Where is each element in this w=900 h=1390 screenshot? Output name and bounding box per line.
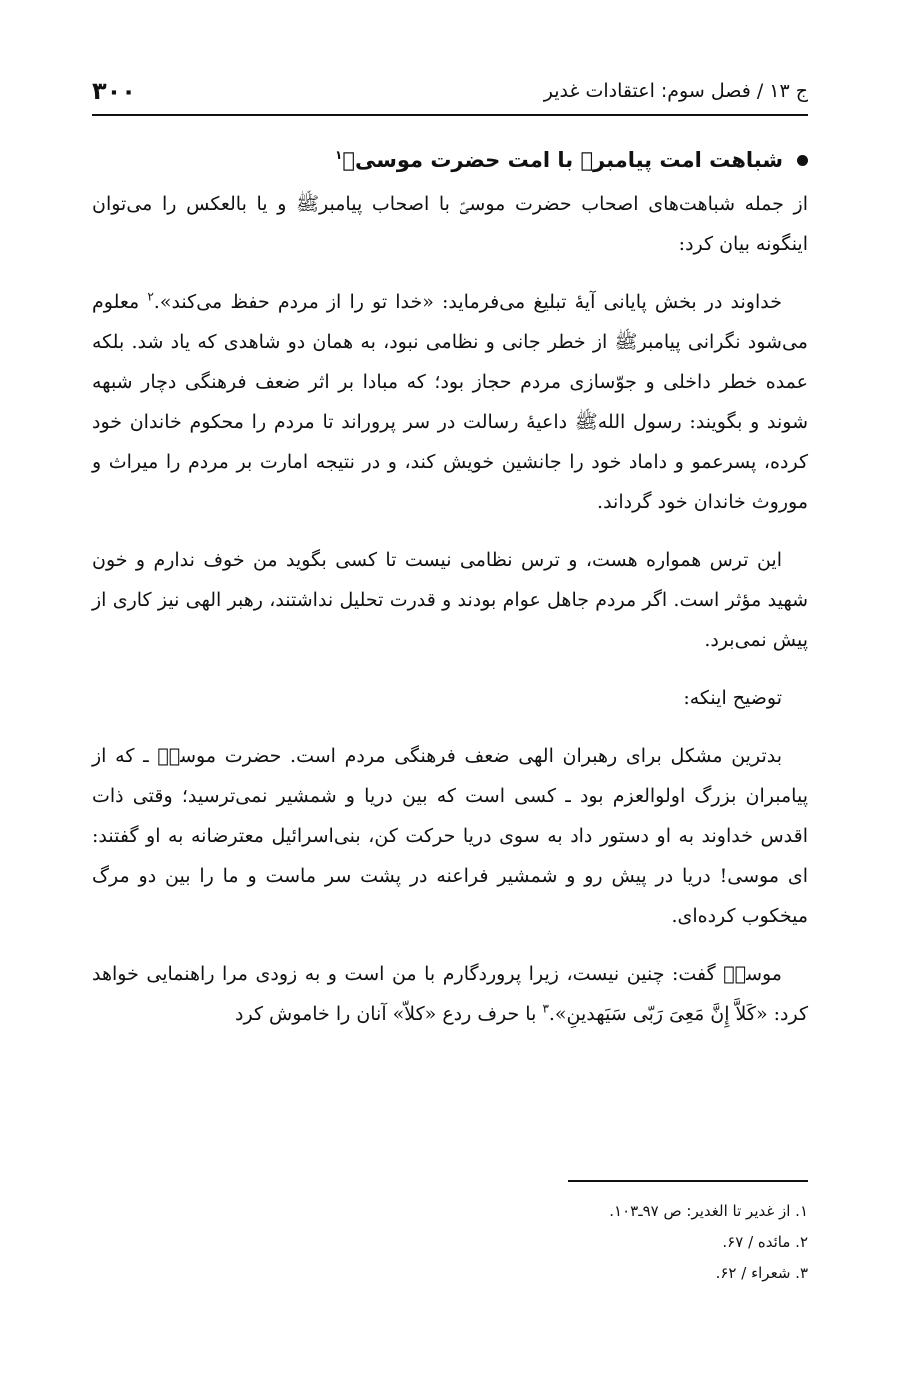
- section-heading-text: شباهت امت پیامبرﷺ با امت حضرت موسیؑ: [342, 148, 783, 172]
- paragraph: موسیؑ گفت: چنین نیست، زیرا پروردگارم با من است و به زودی مرا راهنمایی خواهد کرد: «کَلاَّ إِنَّ مَعِیَ رَبّی سَیَهدینِ».$^۳$ با حرف ردع «کلاّ» آنان را خاموش کرد: [92, 963, 808, 1025]
- footnote: ۲. مائده / ۶۷.: [722, 1233, 808, 1251]
- page-header: [92, 68, 808, 116]
- paragraph: از جمله شباهت‌های اصحاب حضرت موسیؑ با اصحاب پیامبرﷺ و یا بالعکس را می‌توان اینگونه بیان کرد:: [92, 193, 808, 255]
- footnotes: [568, 1180, 808, 1289]
- footnote-ref: ۱: [335, 148, 343, 162]
- bullet-icon: [797, 155, 808, 166]
- running-title: ج ۱۳ / فصل سوم: اعتقادات غدیر: [543, 80, 808, 102]
- paragraph: خداوند در بخش پایانی آیهٔ تبلیغ می‌فرماید: «خدا تو را از مردم حفظ می‌کند».$^۲$ معلوم می‌شود نگرانی پیامبرﷺ از خطر جانی و نظامی نبود، به همان دو شاهدی که یاد شد. بلکه عمده خطر داخلی و جوّسازی مردم حجاز بود؛ که مبادا بر اثر ضعف فرهنگی دچار شبهه شوند و بگویند: رسول اللهﷺ داعیهٔ رسالت در سر پروراند تا مردم را محکوم خاندان خود کرده، پسرعمو و داماد خود را جانشین خویش کند، و در نتیجه امارت بر مردم را میراث و موروث خاندان خود گرداند.: [92, 289, 808, 513]
- paragraph: بدترین مشکل برای رهبران الهی ضعف فرهنگی مردم است. حضرت موسیؑ ـ که از پیامبران بزرگ اولوالعزم بود ـ کسی است که بین دریا و شمشیر نمی‌ترسید؛ وقتی ذات اقدس خداوند به او دستور داد به سوی دریا حرکت کن، بنی‌اسرائیل معترضانه به او گفتند: ای موسی! دریا در پیش رو و شمشیر فراعنه در پشت سر ماست و ما را بین دو مرگ میخکوب کرده‌ای.: [92, 745, 808, 927]
- paragraph: توضیح اینکه:: [683, 687, 782, 709]
- footnote: ۳. شعراء / ۶۲.: [715, 1264, 808, 1282]
- section-heading: [92, 140, 808, 180]
- footnote-ref: ۲: [147, 289, 154, 304]
- page-number: ۳۰۰: [92, 77, 136, 105]
- footnote: ۱. از غدیر تا الغدیر: ص ۹۷ـ۱۰۳.: [609, 1202, 808, 1220]
- body-text: [92, 140, 808, 1052]
- footnote-ref: ۳: [542, 1001, 549, 1016]
- paragraph: این ترس همواره هست، و ترس نظامی نیست تا کسی بگوید من خوف ندارم و خون شهید مؤثر است. اگر مردم جاهل عوام بودند و قدرت تحلیل نداشتند، رهبر الهی نیز کاری از پیش نمی‌برد.: [92, 549, 808, 651]
